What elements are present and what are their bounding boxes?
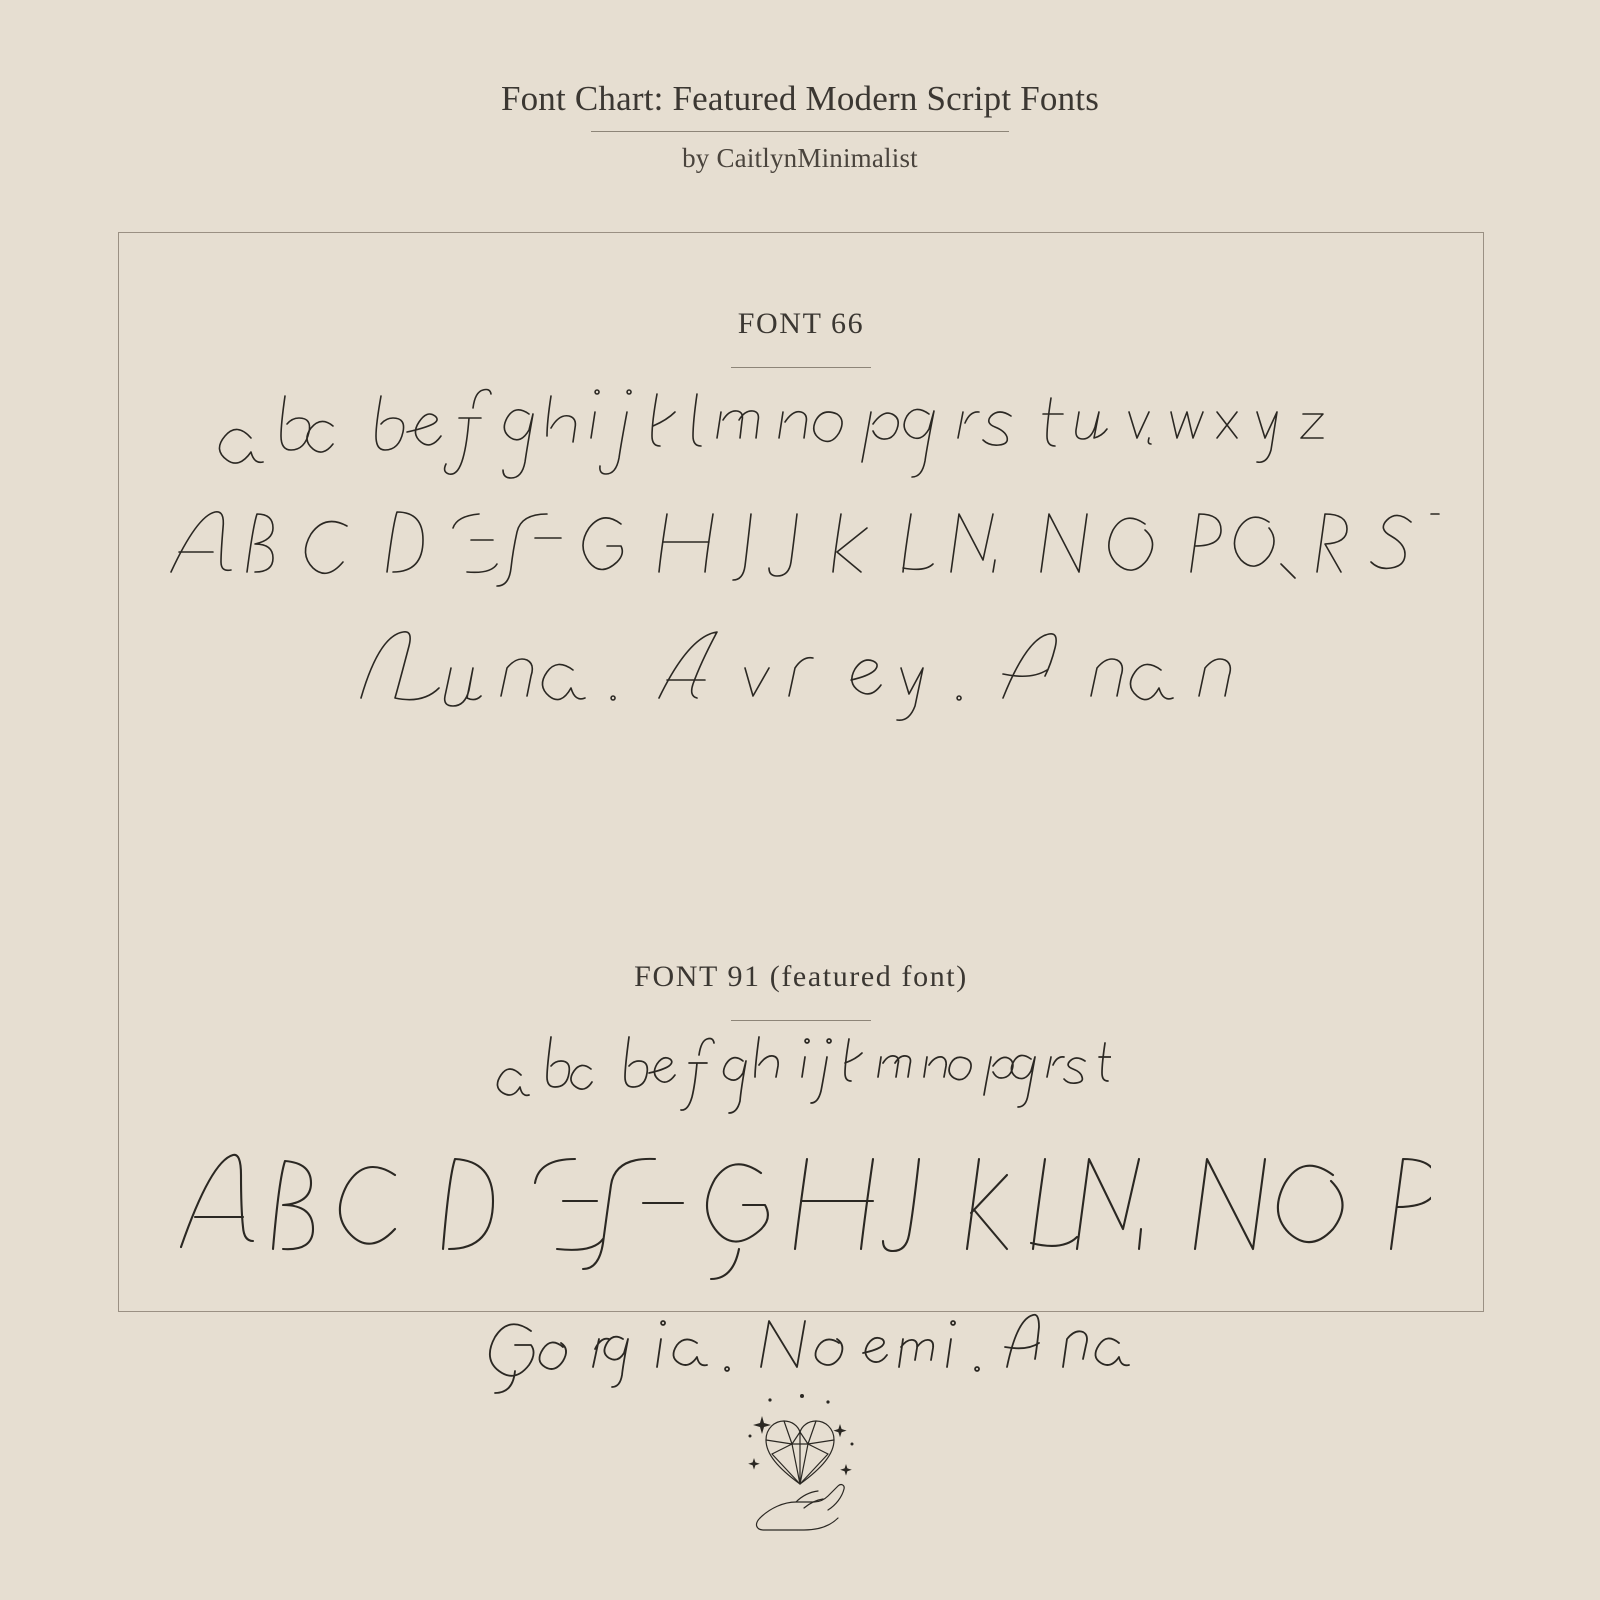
footer-logo	[0, 1372, 1600, 1552]
font-66-sample-names	[341, 608, 1261, 738]
page-title: Font Chart: Featured Modern Script Fonts	[500, 79, 1100, 118]
font-block-91	[119, 738, 1483, 1407]
font-91-specimen	[119, 1021, 1483, 1407]
font-66-uppercase-specimen	[151, 488, 1451, 608]
heart-in-hand-logo	[710, 1372, 890, 1552]
font-66-lowercase-specimen	[211, 368, 1391, 488]
title-divider	[591, 131, 1009, 132]
hand-icon	[757, 1485, 845, 1530]
font-91-uppercase-specimen	[171, 1117, 1431, 1297]
font-66-title: FONT 66	[737, 307, 865, 340]
byline: by CaitlynMinimalist	[682, 143, 918, 173]
sparkle-icon	[748, 1394, 853, 1476]
font-91-lowercase-specimen	[491, 1021, 1111, 1117]
heart-icon	[766, 1421, 834, 1484]
page-header	[0, 0, 1600, 174]
font-91-title: FONT 91 (featured font)	[634, 960, 968, 993]
font-block-66	[119, 233, 1483, 738]
specimen-panel	[118, 232, 1484, 1312]
font-66-specimen	[119, 368, 1483, 738]
